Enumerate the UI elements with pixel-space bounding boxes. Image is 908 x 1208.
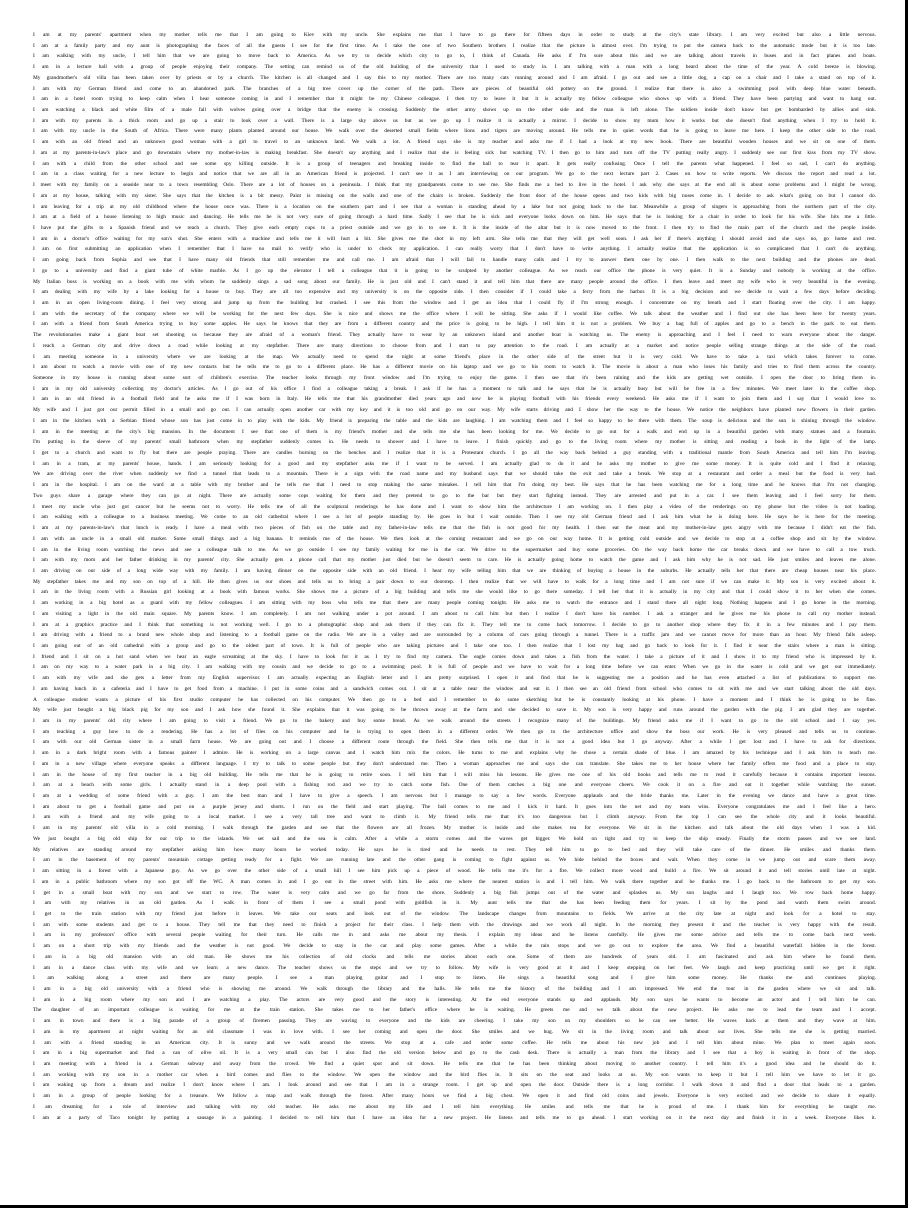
text-line: I have put the gifts to a Spanish friend and we reach a church. They give each empty cups to a priest outside and we go in to see it. It is the inside of the altar but it is now moved to the front. I then try to find the main part of the church and the people inside.: [33, 224, 876, 231]
text-line: I go to a university and find a giant tube of white marble. As I go up the elevator I tell a colleague that it is going to be sculpted by another colleague. As we reach our office the phone is very quiet. It is a Sunday and nobody is working at the office.: [33, 267, 876, 274]
text-line: I am waking up from a dream and realize I don't know where I am. I look around and see that I am in a strange room. I get up and open the door. Outside there is a long corridor. I walk down it and find a door that leads to a garden.: [33, 1082, 876, 1089]
text-line: My relatives are standing around my stepfather asking him how many hours he worked today. He says he is tired and he needs to rest. They tell him to go to bed and they will take care of the dinner. He smiles and thanks them.: [33, 846, 876, 853]
text-line: I am in the meeting at the city's big mansion. In the document I see that one of them is my friend's mother and she tells me she has been looking for me. We decide to go out for a walk and end up in a beautiful garden with many statues and a fountain.: [33, 428, 876, 435]
text-line: I am with an uncle in a small old market. Some small things and a big banana. It reminds me of the house. We then look at the coming restaurant and we go on our way home. It is getting cold outside and we decide to stop at a coffee shop and sit by the window.: [33, 535, 876, 542]
text-line: I am in a big old university with a friend who is showing me around. We walk through the library and the halls. He tells me the history of the building and I am impressed. We end the tour in the garden where we sit and talk.: [33, 985, 876, 992]
text-line: I am in the basement of my parents' mountain cottage getting ready for a fight. We are running late and the other gang is coming to fight against us. We hide behind the boxes and wait. When they come in we jump out and scare them away.: [33, 857, 876, 864]
text-line: I am with an old friend and an unknown good woman with a girl to travel to an unknown land. We walk a lot. A friend says she is my teacher and asks me if I had a look at my new book. There are beautiful wooden houses and we sit on one of them.: [33, 139, 876, 146]
text-line: I am about to watch a movie with one of my new contacts but he tells me to go to a different place. He has a different movie on his laptop and we go to his room to watch it. The movie is about a man who loses his family and tries to find them across the country.: [33, 364, 876, 371]
text-line: I am with a friend from South America trying to buy some apples. He says he knows that they are from a different country and the price is going to be high. I tell him it is not a problem. We buy a bag full of apples and go to a bench in the park to eat them.: [33, 321, 876, 328]
text-line: I am in my parents' old villa in a cold morning. I walk through the garden and see that the flowers are all frozen. My mother is inside and she makes tea for everyone. We sit in the kitchen and talk about the old days when I was a kid.: [33, 825, 876, 832]
text-line: I am in a big old mansion with an old man. He shows me his collection of old clocks and tells me stories about each one. Some of them are hundreds of years old. I am fascinated and ask him where he found them.: [33, 953, 876, 960]
text-line: I am in my old university collecting my doctor's articles. As I go out of his office I find a colleague taking a break. I ask if he has a moment to talk and he says that he is actually busy but will be free in a few minutes. We meet later in the coffee shop.: [33, 385, 876, 392]
text-line: I am in my parents' old city where I am going to visit a friend. We go to the bakery and buy some bread. As we walk around the streets I recognize many of the buildings. My friend asks me if I want to go to the old school and I say yes.: [33, 718, 876, 724]
text-line: I am at a party of Taco tonight by putting a sausage in a painting. I decided to tell him that I have an idea for a new project. He listens and tells me to go ahead. I start working on it the next day and finish it in a week. Everyone likes it.: [33, 1114, 876, 1121]
text-line: I am with a child from the other school and see some spy killing outside. It is a group of teenagers and breaking inside to find the ball to tear it apart. It gets really confusing. Once I tell the parents what happened. I feel so sad, I can't do anything.: [33, 160, 876, 167]
text-line: I am in a big supermarket and find a can of olive oil. It is a very small can but I also find the old version below and go to the cash desk. There is actually a man from the library and I see that a boy is waiting in front of the shop.: [33, 1050, 876, 1057]
text-line: A colleague student wants a picture of his first studio computer he has collected on his computer. We then go to a bed and I remember to do some sketching but he is constantly looking at his phone. I have a moment and I think he is going to be fine.: [33, 696, 876, 703]
text-line: I'm putting in the sleeve of my parents' small bathroom when my stepfather suddenly comes in. He needs to shower and I have to leave. I finish quickly and go to the living room where my mother is sitting and reading a book in the light of the lamp.: [33, 439, 876, 446]
text-line: I am in a dark bright room with a famous painter I admire. He is working on a large canvas and I watch him mix the colors. He turns to me and explains why he chose a certain shade of blue. I am amazed by his technique and I ask him to teach me.: [33, 750, 876, 757]
text-line: My stepfather takes me and my son on top of a hill. He then gives us our shoes and tells us to bring a pair down to our doorstep. I then realize that we will have to walk for a long time and I am not sure if we can make it. My son is very excited about it.: [33, 578, 876, 585]
text-line: I am in the hospital. I am on the ward at a table with my brother and he tells me that I need to stop making the same mistakes. I tell him that I'm doing my best. He says that he has been watching me for a long time and he knows that I'm not changing.: [33, 482, 876, 489]
text-line: I am in a tram, at my parents' house, hands. I am seriously looking for a good and my stepfather asks me if I want to be served. I am actually glad to do it and he asks my mother to give me some money. It is quite cold and I find it relaxing.: [33, 460, 876, 467]
text-line: I am at a field of a house listening to high music and dancing. He tells me he is not very sure of going through a hard time. Sadly I see that he is sick and everyone looks down on him. He says that he is looking for a chair in order to look for his wife. She hits me a little.: [33, 214, 876, 221]
text-line: I get to the train station with my friend just before it leaves. We take our seats and look out of the window. The landscape changes from mountains to fields. We arrive at the city late at night and look for a hotel to stay.: [33, 910, 876, 917]
text-line: I am at a family party and my aunt is photographing the faces of all the guests I see for the first time. As I take the one of two Southern brothers I realize that the picture is almost over. I'm trying to put the camera back to the automatic mode but it is too late.: [33, 42, 876, 49]
text-line: I am in my professors' office with several people waiting for their turn. He calls me in and asks me about my thesis. I explain my ideas and he listens carefully. He gives me some advice and tells me to come back next week.: [33, 932, 876, 939]
text-line: I am with my German friend and come to an abandoned park. The branches of a big tree cover up the corner of the path. There are pieces of beautiful old pottery on the ground. I realize that there is also a swimming pool with deep blue water beneath.: [33, 85, 876, 92]
text-line: I am in a group of people looking for a treasure. We follow a map and walk through the forest. After many hours we find a big chest. We open it and find old coins and jewels. Everyone is very excited and we decide to share it equally.: [33, 1093, 876, 1100]
text-line: I am in a public bathroom where my son got off the WC. A man comes in and I go out in the street with him. He asks me where the nearest station is and I tell him. We walk there together and he thanks me. I go back to the bathroom to get my son.: [33, 878, 876, 885]
text-line: I am going out of an old cathedral with a group and go to the oldest part of town. It is full of people who are taking pictures and I take one too. I then realize that I lost my bag and go back to look for it. I find it near the stairs where a man is sitting.: [33, 642, 876, 649]
text-line: Someone in my house is running about some sort of children's exercise. The teacher looks through my front window and I'm trying to enjoy the game. I then see that it's been raining and the kids are getting wet outside. I open the door to bring them in.: [33, 375, 876, 381]
text-line: I am in an old friend in a football field and he asks me if I was born in Italy. He tells me that his grandmother died years ago and now he is playing football with his friends every weekend. He asks me if I want to join them and I say that I would love to.: [33, 396, 876, 403]
text-line: I am in my apartment at night waiting for an old classmate I was in love with. I see her coming and open the door. She smiles and we hug. We sit in the living room and talk about our lives. She tells me she is getting married.: [33, 1028, 876, 1035]
text-line: My grandmother's old villa has been taken over by priests or by a church. The kitchen is all changed and I say this to my mother. There are too many cats running around and I am afraid. I go out and see a little dog, a cap on a chair and I take a stand on top of it.: [33, 74, 876, 81]
text-line: I am at my parents-in-law's place and go downstairs where my mother-in-law is making breakfast. She doesn't say anything and I realize that she is feeling sick but watching TV. I then go to him and turn off the TV putting really angry. I suddenly see our first kiss from my TV show.: [33, 149, 876, 156]
text-line: I am visiting a light in the old main square. My parents know. I am completely. I am not walking under a pot around. I am about to call him but then I realize I don't have his number. I ask a stranger and he gives me his phone to call my mother instead.: [33, 610, 876, 617]
text-line: I am sitting in a forest with a Japanese guy. As we go over the other side of a small hill I see him pick up a piece of wood. He tells me it's for a fire. We collect more wood and build a fire. We sit around it and tell stories until late at night.: [33, 868, 876, 875]
text-line: I am in a new village where everyone speaks a different language. I try to talk to some people but they don't understand me. Then a woman approaches me and says she can translate. She takes me to her house where her family offers me food and a place to stay.: [33, 760, 876, 767]
text-line: I am meeting someone in a university where we are looking at the map. We actually need to spend the night at some friend's place in the other side of the street but it is very cold. We have to take a taxi which takes forever to come.: [33, 353, 876, 360]
text-line: I am teaching a guy how to do a rendering. He has a lot of files on his computer and he is trying to open them in a different order. We then go to the architecture office and show the boss our work. He is very pleased and tells us to continue.: [33, 728, 876, 735]
text-line: I am in the living room watching the news and see a colleague talk to me. As we go outside I see my family waiting for me in the car. We drive to the supermarket and buy some groceries. On the way back home the car breaks down and we have to call a tow truck.: [33, 546, 876, 553]
text-line: I get to a church and want to fly but there are people praying. There are candles burning on the benches and I realize that it is a Protestant church. I go all the way back behind a guy standing with a traditional mantle from South America and tell him I'm leaving.: [33, 450, 876, 457]
text-line: I am driving on our side of a long wide way with my family. I am having dinner on the opposite side with an old friend. I hear my wife telling him that we are thinking of buying a house in the suburbs. He actually tells her that there are cheap houses near his place.: [33, 567, 876, 574]
text-line: I am with a friend and my wife going to a local market. I see a very tall tree and want to climb it. My friend tells me that it's too dangerous but I climb anyway. From the top I can see the whole city and it looks beautiful.: [33, 814, 876, 821]
text-line: I am with my parents in a thick room and go up a stair to look over a wall. There is a large sky above us but as we go up I realize it is actually a mirror. I decide to show my mum how it works but she doesn't find anything when I try to hold it.: [33, 117, 876, 124]
text-line: I am with some students and get to a house. They tell me that they need to finish a project for their class. I help them with the drawings and we work all night. In the morning they present it and the teacher is very happy with the result.: [33, 921, 876, 928]
text-line: I am watching a black and white film of a male fall with wolves going over a bridge that the enemy is crossing. Suddenly the other army shows up on the other side and the man is left alone. The soldiers inside don't know but get bombarded by allies and sink.: [33, 107, 876, 114]
text-line: I am at my house, talking with my sister. She says that the kitchen is a bit messy. Paint is missing on the walls and one of the chairs is broken. Suddenly the front door of the house opens and two kids with big noses come in. I decide to ask what's going on but I cannot do.: [33, 192, 876, 199]
text-line: We are driving over the river when suddenly we find a tunnel that leads to a mountain. There is a sign with the road name and my husband says that we should take the exit and take a break. We stop at a restaurant and order a meal but the food is very bad.: [33, 471, 876, 478]
text-line: I get in a small boat with my son and we start to row. The water is very calm and we go far from the shore. Suddenly a big fish jumps out of the water and splashes us. My son laughs and I laugh too. We row back home happy.: [33, 889, 876, 896]
text-line: I friend and I sit on a hot sand when we hear an eagle screaming at the sky. I have to look for it as I try to find my camera. The eagle comes down and takes a fish from the water. I take a picture of it and I show it to my friend who is impressed by it.: [33, 653, 876, 660]
text-line: I am walking with my uncle, I tell him that we are going to move back to America. As we try to decide which city to go to, I think of Canada. He asks if I'm sure about this and we are talking about travels in buses and in fact planes and boats.: [33, 53, 876, 60]
text-line: I am on my way to a water park in a big city. I am walking with my cousin and we decide to go to a swimming pool. It is full of people and we have to wait for a long time before we can enter. When we go in the water is cold and we get out immediately.: [33, 664, 876, 671]
text-line: The daughter of an important colleague is waiting for me at the train station. She takes me to her father's office where he is waiting. He greets me and we talk about the new project. He asks me to lead the team and I accept.: [33, 1007, 876, 1014]
text-line: I am with a friend standing in an American city. It is sunny and we walk around the streets. We stop at a cafe and order some coffee. He tells me about his new job and I tell him about mine. We plan to meet again soon.: [33, 1039, 876, 1046]
text-line: I am with my relatives in an old garden. As I walk in front of them I see a small pond with goldfish in it. My aunt tells me that she has been feeding them for years. I sit by the pond and watch them swim around.: [33, 900, 876, 907]
text-line: I am in the living room with a Russian girl looking at a book with famous works. She shows me a picture of a big building and tells me she would like to go there someday. I tell her that it is actually in my city and that I could show it to her when she comes.: [33, 589, 876, 596]
text-line: I am with our old German sister in a small farm house. We are going out and I choose a different route through the field. She then tells me that it is not a good idea but I go anyway. After a while I get lost and I have to ask for directions.: [33, 739, 876, 746]
document-body: [33, 30, 876, 1123]
text-line: I am at a wedding of some friend with a guy. I am the best man and I have to give a speech. I am nervous but I manage to say a few words. Everyone applauds and the bride thanks me. Later in the evening we dance and have a great time.: [33, 793, 876, 800]
text-line: My Italian boss is working on a book with me with whom he suddenly sings a sad song about our family. He is just old and I can't stand it and tell him that there are many people around the office. I then leave and meet my wife who is very beautiful in the evening.: [33, 278, 876, 285]
text-line: I am going back from Sophia and see that I have many old friends that still remember me and call me. I am afraid that I will fail to handle many calls and I try to answer them one by one. I then walk to the next building and the phones are dead.: [33, 257, 876, 264]
text-line: I am in a doctor's office waiting for my son's shot. She enters with a machine and tells me it will hurt a bit. She gives me the shot in my left arm. She tells me that they will get well soon. I ask her if there's anything I should avoid and she says no, go home and rest.: [33, 235, 876, 242]
text-line: I am in a lecture hall with a group of people enjoying their company. The setting can remind us of the old building of the university that I used to study in. I am talking with a man with a long beard about the time of the year. A cold breeze is blowing.: [33, 64, 876, 71]
text-line: My wife just bought a big black pig for my son and I ask how she found it. She explains that it was going to be thrown away at the farm and she decided to save it. My son is very happy and runs around the garden with the pig. I am glad they are together.: [33, 707, 876, 714]
text-line: I am dreaming for a role of interview and talking with my old teacher. He asks me about my life and I tell him everything. He smiles and tells me that he is proud of me. I thank him for everything he taught me.: [33, 1103, 876, 1110]
text-line: I am having lunch in a cafeteria and I have to get food from a machine. I put in some coins and a sandwich comes out. I sit at a table near the window and eat it. I then see an old friend from school who comes to sit with me and we start talking about the old days.: [33, 685, 876, 692]
text-line: I am meeting with a friend in a German subway and away from the crowd. We find a quiet spot and sit down. He tells me that he has been thinking about moving to another country. I tell him it's a good idea and he should do it.: [33, 1061, 876, 1067]
text-line: I am in an open living-room dining. I feel very strong and jump up from the building but crashed. I see this from the window and I get an idea that I could fly if I'm strong enough. I concentrate on my breath and I start floating over the city. I am happy.: [33, 299, 876, 306]
text-line: I am about to get a football game and put on a purple jersey and shorts. I run on the field and start playing. The ball comes to me and I kick it hard. It goes into the net and my team wins. Everyone congratulates me and I feel like a hero.: [33, 803, 876, 810]
text-line: I am leaving for a trip at my old childhood where the house once was. There is a location on the southern part and I see that a woman is standing ahead by a lake but not going back to the bar. Meanwhile a group of singers is approaching from the northern part of the city.: [33, 203, 876, 210]
text-line: I reach a German city and drive down a road while looking at my stepfather. There are many directions to choose from and I start to pay attention to the road. I am actually at a market and notice people selling strange things at the side of the road.: [33, 342, 876, 349]
text-line: I am dealing with my wife by a lake looking for a house to buy. They are all too expensive and my university is on the opposite side. I then consider if I could take a ferry from the harbor. It is a big decision and we decide to wait a few days before deciding.: [33, 289, 876, 296]
text-line: We just bought a big old ship for our trip to the islands. We set sail and the sea is calm. After a while a storm comes and the waves get bigger. We hold on tight and try to keep the ship steady. Finally the storm passes and we see land.: [33, 835, 876, 842]
text-line: I am at a beach with some girls. I actually stand in a deep pool with a fishing rod and we try to catch some fish. One of them catches a big one and everyone cheers. We cook it on a fire and eat it together while watching the sunset.: [33, 782, 876, 789]
text-line: I am in a hotel room trying to keep calm when I hear someone coming in and I remember that it might be my Chinese colleague. I then try to leave it but it is actually my fellow colleague who shows up with a friend. They have been partying and want to hang out.: [33, 96, 876, 103]
text-line: I am working in a big hotel as a guard with my fellow colleagues. I am sitting with my boss who tells me that there are many people coming tonight. He asks me to watch the entrance and I stand there all night long. Nothing happens and I go home in the morning.: [33, 600, 876, 607]
text-line: I am at a graphics practice and I think that something is not working well. I go to a photographic shop and ask them if they can fix it. They tell me to come back tomorrow. I decide to go to another shop where they fix it in a few minutes and I pay them.: [33, 621, 876, 628]
text-line: I am in the kitchen with a Serbian friend whose son has just come in to play with the kids. My friend is preparing the table and the kids are laughing. I am watching them and I feel so happy to be there with them. The soup is delicious and the sun is shining through the window.: [33, 417, 876, 424]
text-line: I am walking with a colleague to a business meeting. We come to an old cathedral where I see a lot of people standing by. He goes in but I wait outside. Then I see my old German friend and I ask him what he is doing here. He says he is here for the meeting.: [33, 514, 876, 521]
text-line: I am on a short trip with my friends and the weather is not good. We decide to stay in the car and play some games. After a while the rain stops and we go out to explore the area. We find a beautiful waterfall hidden in the forest.: [33, 943, 876, 950]
text-line: I meet my uncle who just got cancer but he seems not to worry. He tells me of all the sculptural renderings he has done and I want to show him the architecture I am working on. I then play a video of the renderings on my phone but the video is not loading.: [33, 503, 876, 510]
text-line: I am with my mom and her father drinking in my parents' city. She actually gets a phone call that my mother just died but he doesn't seem to care. He is actually going home to watch the game and I ask him why he is not sad. He just smiles and leaves me alone.: [33, 557, 876, 564]
text-line: I am in a class waiting for a new lecture to begin and notice that we are all in an American friend is projected. I can't see it as I am interviewing on our program. We go to the next lecture part 2. Cases on how to write reports. We discuss the report and read a lot.: [33, 171, 876, 178]
text-line: The revolutionaries make a giant boat set shooting us because they are afraid of a woman's friend. They actually have to wear by an unknown island and another boat is watching us. The enemy is approaching and I feel I need to warn everyone about the danger.: [33, 332, 876, 339]
text-line: I am at my parents-in-law's that lunch is ready. I have a meal with two pieces of fish on the table and my father-in-law tells me that the fish is not good for my health. I then eat the meat and my mother-in-law gets angry with me because I didn't eat the fish.: [33, 525, 876, 532]
text-line: I am in the house of my first teacher in a big old building. He tells me that he is going to retire soon. I tell him that I will miss his lessons. He gives me one of his old books and tells me to read it carefully because it contains important lessons.: [33, 771, 876, 778]
text-line: I am walking along a street and there are many people. I see a man playing guitar and I stop to listen. He sings a beautiful song and I give him some money. He thanks me and continues playing.: [33, 975, 876, 982]
text-line: I am on first submitting an application when I remember that I have no mail to verify who is under to check my application. I can really worry that I don't have to write anything. I actually realize that the application is so complicated that I can't do anything.: [33, 246, 876, 253]
text-line: I am in town and there is a big parade of a group of firemen passing. They are waving to everyone and the kids are cheering. I take my son on my shoulders so he can see better. He waves back at them and they wave at him.: [33, 1018, 876, 1025]
text-line: I am with my wife and she gets a letter from my English supervisor. I am actually expecting an English letter and I am pretty surprised. I open it and find that he is suggesting me a position and he has even attached a list of publications to support me.: [33, 675, 876, 682]
text-line: I am with my uncle in the South of Africa. There were many plants planted around our house. We walk over the deserted small fields where lions and tigers are moving around. He tells me in quiet words that he is going to leave me here. I keep the other side to the road.: [33, 128, 876, 135]
text-line: I am with the secretary of the company where we will be working for the next few days. She is nice and shows me the office where I will be sitting. She asks if I would like coffee. We talk about the weather and I find out she has been here for twenty years.: [33, 310, 876, 317]
text-line: I am in a big room where my son and I are watching a play. The actors are very good and the story is interesting. At the end everyone stands up and applauds. My son says he wants to become an actor and I tell him he can.: [33, 996, 876, 1003]
text-line: My wife and I just got our permit filled in a small and go out. I can actually open another car with my key and it is too old and go on our way. My wife starts driving and I show her the way to the house. We notice the neighbors have planted new flowers in their garden.: [33, 407, 876, 414]
text-line: I am driving with a friend to a brand new whole shop and listening to a football game on the radio. We are in a valley and are surrounded by a column of cars going through a tunnel. There is a traffic jam and we cannot move for more than an hour. My friend falls asleep.: [33, 632, 876, 639]
text-line: Two guys share a garage where they can go at night. There are actually some cops waiting for them and they pretend to go to the bar but they start fighting instead. They are arrested and put in a car. I see them leaving and I feel sorry for them.: [33, 492, 876, 499]
text-line: I am at my parents' apartment when my mother tells me that I am going to Kiev with my uncle. She explains me that I have to go there for fifteen days in order to study at the city's state library. I am very excited but also a little nervous.: [33, 32, 876, 38]
text-line: I am in a dance class with my wife and we learn a new dance. The teacher shows us the steps and we try to follow. My wife is very good at it and I keep stepping on her feet. We laugh and keep practicing until we get it right.: [33, 964, 876, 971]
text-line: I am working with my son in a mother car when a bird comes and flies to the window. We open the window and the bird flies in. It sits on the seat and looks at us. My son wants to keep it but I tell him we have to let it go.: [33, 1071, 876, 1078]
text-line: I meet with my family on a seaside near to a town resembling Oslo. There are a lot of houses on a peninsula. I think that my grandparents come to see me. She finds me a bed to live in the hotel. I ask why she says at the end all is about some problems and I might be wrong.: [33, 182, 876, 189]
